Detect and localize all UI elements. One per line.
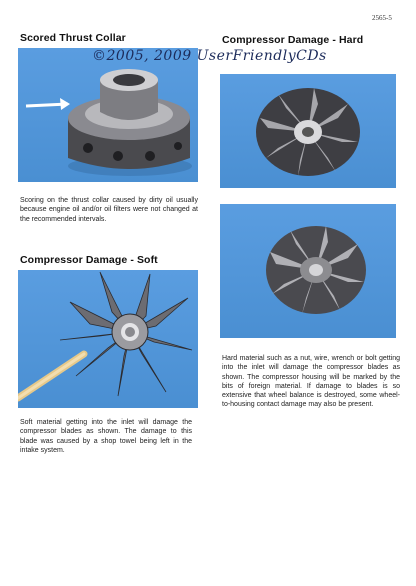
caption-thrust-collar: Scoring on the thrust collar caused by dirty oil usually because engine oil and/or oil filters were not changed at the recommended intervals. bbox=[20, 197, 198, 223]
page-number: 2565-5 bbox=[372, 14, 392, 22]
watermark: ©2005, 2009 UserFriendlyCDs bbox=[92, 48, 327, 64]
caption-soft-damage: Soft material getting into the inlet will damage the compressor blades as shown. The damage to this blade was caused by a shop towel being left in the intake system. bbox=[20, 419, 192, 454]
heading-soft-damage: Compressor Damage - Soft bbox=[20, 254, 158, 266]
caption-hard-damage: Hard material such as a nut, wire, wrench or bolt getting into the inlet will damage the compressor blades as shown. The compressor housing will be marked by the bits of foreign material. If damage to blades is so extensive that wheel balance is destroyed, some wheel-to-housing contact damage may also be present. bbox=[222, 355, 400, 409]
heading-thrust-collar: Scored Thrust Collar bbox=[20, 32, 126, 44]
photo-soft-damage bbox=[18, 270, 198, 408]
photo-thrust-collar bbox=[18, 48, 198, 182]
photo-hard-damage-top bbox=[220, 74, 396, 188]
heading-hard-damage: Compressor Damage - Hard bbox=[222, 34, 364, 46]
photo-hard-damage-bottom bbox=[220, 204, 396, 338]
